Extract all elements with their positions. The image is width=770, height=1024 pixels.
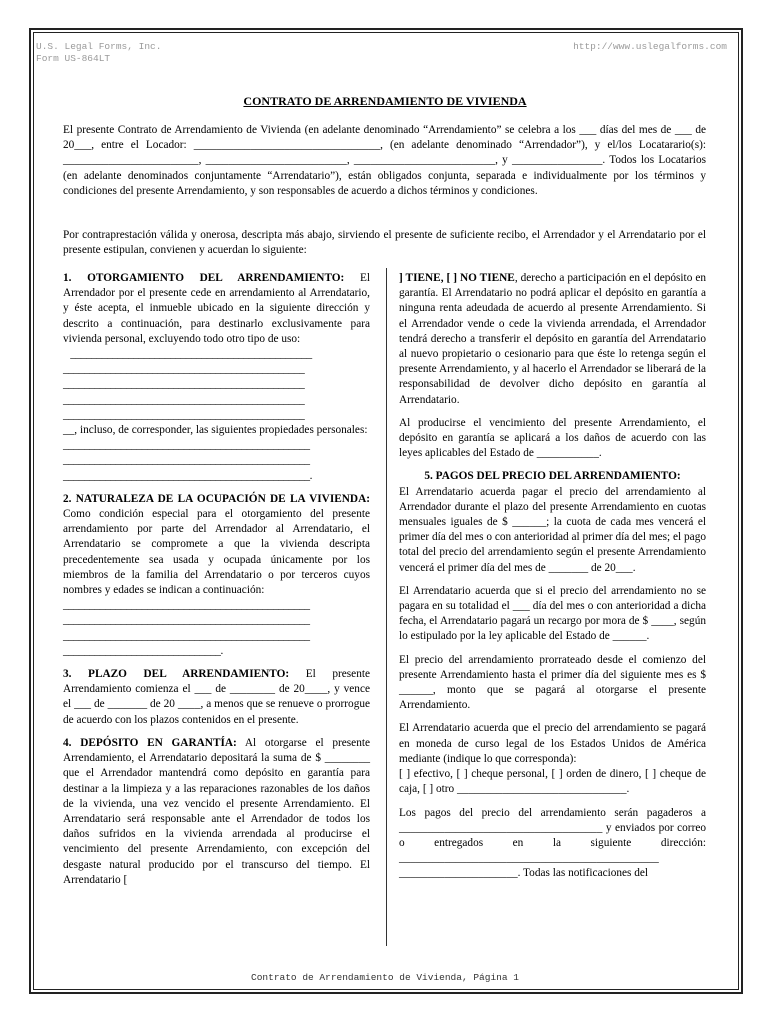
section-5-payable-to: Los pagos del precio del arrendamiento serán pagaderos a ____________________________________ y enviados por correo o entregados en la siguiente dirección: ______________________________________________ _____________________. Todas las notificaciones del — [399, 806, 706, 880]
document-title: CONTRATO DE ARRENDAMIENTO DE VIVIENDA — [243, 94, 527, 108]
form-id: Form US-864LT — [36, 53, 111, 64]
section-2-text: Como condición especial para el otorgamiento del presente arrendamiento por parte del Arrendador al Arrendatario, el Arrendatario se compromete a que la vivienda descripta precedentemente sea usada y ocupada únicamente por los miembros de la familia del Arrendatario o por terceros cuyos nombres y edades se indican a continuación: — [63, 508, 370, 597]
intro-paragraph: El presente Contrato de Arrendamiento de Vivienda (en adelante denominado “Arrendamiento” se celebra a los ___ días del mes de ___ de 20___, entre el Locador: _________________________________, (en adelante denominado “Arrendador”), y el/los Locatarario(s): ________________________, _________________________, _________________________, y ________________. Todos los Locatarios (en adelante denominados conjuntamente “Arrendatario”), están obligados conjunta, separada e individualmente por los términos y condiciones del presente Arrendamiento, y son responsables de acuerdo a dichos términos y condiciones. — [63, 124, 706, 197]
deposit-interest-options: ] TIENE, [ ] NO TIENE — [399, 272, 515, 284]
section-1-heading: 1. OTORGAMIENTO DEL ARRENDAMIENTO: — [63, 272, 345, 284]
right-column — [399, 271, 706, 882]
section-1-address-lines: ______________________________________________ ______________________________________________ ______________________________________________ ______________________________________________ ______________________________________________ — [63, 348, 312, 421]
section-1-text: El Arrendador por el presente cede en arrendamiento al Arrendatario, y éste acepta, el inmueble ubicado en la siguiente dirección y descrito a continuación, para destinarlo exclusivamente para vivienda personal, excluyendo todo otro tipo de uso: — [63, 272, 370, 345]
consideration-paragraph: Por contraprestación válida y onerosa, descripta más abajo, sirviendo el presente de suficiente recibo, el Arrendador y el Arrendatario por el presente estipulan, convienen y acuerdan lo siguiente: — [63, 229, 706, 257]
section-3-text: El presente Arrendamiento comienza el ___ de ________ de 20____, y vence el ___ de _______ de 20 ____, a menos que se renueve o prorrogue de acuerdo con los plazos contenidos en el presente. — [63, 668, 370, 726]
section-5-heading-line — [399, 469, 706, 484]
column-divider — [386, 268, 387, 946]
section-3-heading: 3. PLAZO DEL ARRENDAMIENTO: — [63, 668, 290, 681]
section-2 — [63, 492, 370, 598]
section-4-continued-text: , derecho a participación en el depósito en garantía. El Arrendatario no podrá aplicar el depósito en garantía a ninguna renta adeudada de acuerdo al presente Arrendamiento. Si el Arrendador vende o cede la vivienda arrendada, el Arrendador tendrá derecho a transferir el depósito en garantía del Arrendatario al nuevo propietario o cesionario para que éste lo retenga según el presente Arrendamiento, y al hacerlo el Arrendador se liberará de la responsabilidad de devolver dicho depósito en garantía al Arrendatario. — [399, 272, 706, 406]
left-column — [63, 271, 370, 888]
section-1 — [63, 271, 370, 347]
section-2-occupant-lines: _______________________________________________ _______________________________________________ _______________________________________________ ______________________________. — [63, 599, 310, 657]
section-5-currency: El Arrendatario acuerda que el precio del arrendamiento se pagará en moneda de curso legal de los Estados Unidos de América mediante (indique lo que corresponda): — [399, 722, 706, 765]
section-4 — [63, 736, 370, 888]
section-2-heading: 2. NATURALEZA DE LA OCUPACIÓN DE LA VIVIENDA: — [63, 492, 370, 505]
header-url[interactable]: http://www.uslegalforms.com — [573, 41, 727, 52]
section-4-text: Al otorgarse el presente Arrendamiento, el Arrendatario depositará la suma de $ ________ que el Arrendador mantendrá como depósito en garantía para destinar a la limpieza y a las reparaciones razonables de los daños de la vivienda, una vez vencido el presente Arrendamiento. El Arrendatario será responsable ante el Arrendador de todos los daños sufridos en la vivienda arrendada al producirse el vencimiento del presente Arrendamiento, con excepción del desgaste natural producido por el transcurso del tiempo. El Arrendatario [ — [63, 736, 370, 886]
section-4-continued — [399, 271, 706, 408]
section-1-personal-property: __, incluso, de corresponder, las siguientes propiedades personales: — [63, 424, 368, 437]
section-5-payments: El Arrendatario acuerda pagar el precio del arrendamiento al Arrendador durante el plazo del presente Arrendamiento en cuotas mensuales iguales de $ ______; la cuota de cada mes vencerá el primer día del mes o con anterioridad al primer día del mes; el pago total del precio del arrendamiento según el presente Arrendamiento vencerá el primer día del mes de _______ de 20___. — [399, 485, 706, 574]
section-1-property-lines: _______________________________________________ _______________________________________________ _______________________________________________. — [63, 439, 313, 482]
section-5-late-fee: El Arrendatario acuerda que si el precio del arrendamiento no se pagara en su totalidad el ___ día del mes o con anterioridad a dicha fecha, el Arrendatario pagará un recargo por mora de $ ____, según lo estipulado por la ley aplicable del Estado de ______. — [399, 584, 706, 643]
header-left — [36, 41, 161, 65]
section-5-prorated: El precio del arrendamiento prorrateado desde el comienzo del presente Arrendamiento hasta el primer día del siguiente mes es $ ______, monto que se pagará al otorgarse el presente Arrendamiento. — [399, 653, 706, 712]
section-3 — [63, 667, 370, 728]
section-5-payment-methods: [ ] efectivo, [ ] cheque personal, [ ] orden de dinero, [ ] cheque de caja, [ ] otro ______________________________. — [399, 768, 706, 796]
section-5-heading: 5. PAGOS DEL PRECIO DEL ARRENDAMIENTO: — [424, 470, 681, 483]
section-4-expiry: Al producirse el vencimiento del presente Arrendamiento, el depósito en garantía se aplicará a los daños de acuerdo con las leyes aplicables del Estado de ___________. — [399, 416, 706, 460]
page-footer: Contrato de Arrendamiento de Vivienda, Página 1 — [251, 972, 519, 983]
section-4-heading: 4. DEPÓSITO EN GARANTÍA: — [63, 736, 237, 749]
company-name: U.S. Legal Forms, Inc. — [36, 41, 162, 52]
